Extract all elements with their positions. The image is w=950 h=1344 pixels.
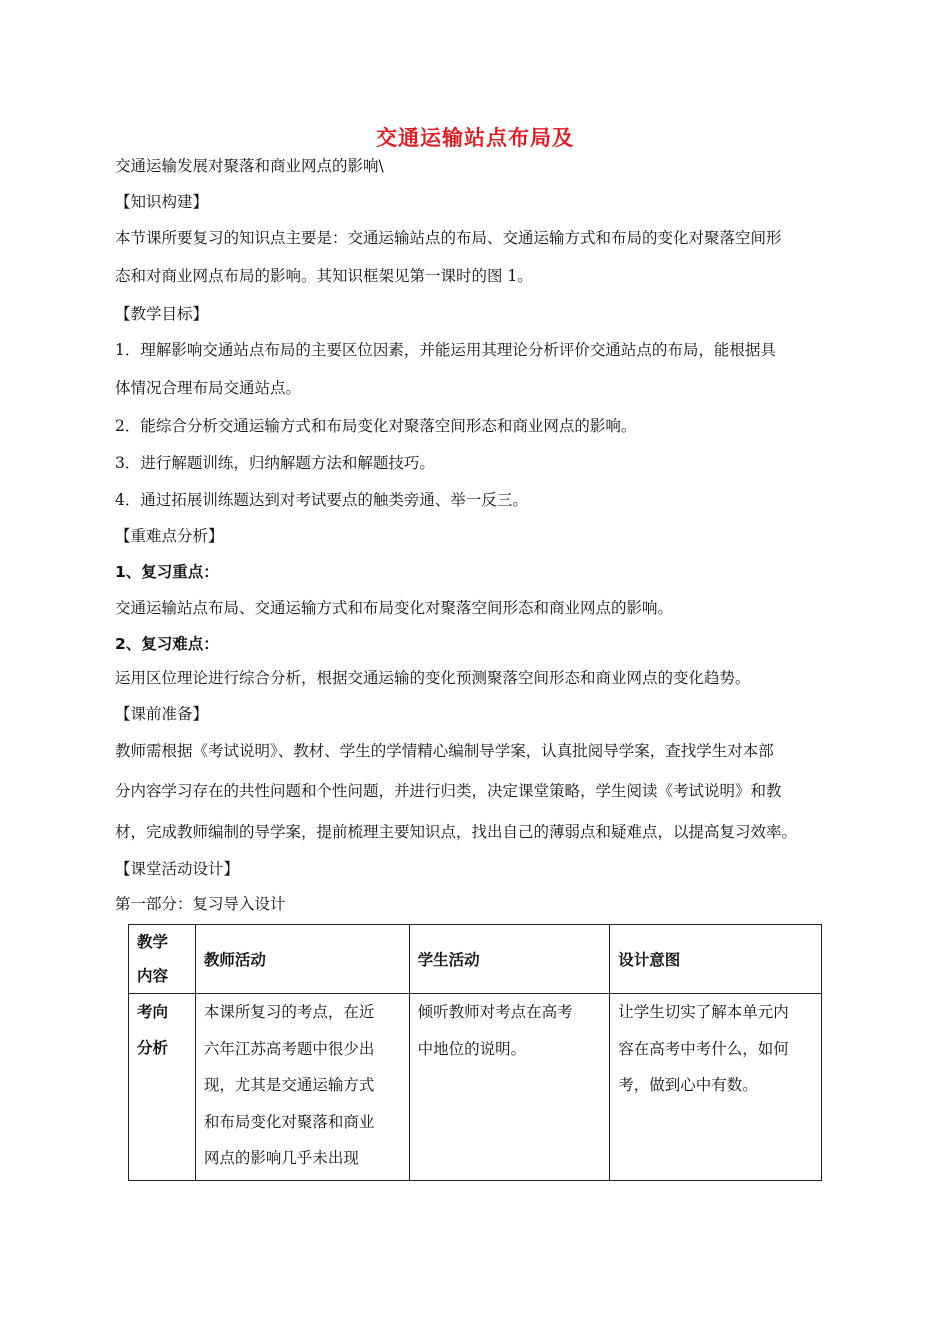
goal-item: 体情况合理布局交通站点。 xyxy=(115,379,302,397)
prep-text-line: 分内容学习存在的共性问题和个性问题，并进行归类，决定课堂策略，学生阅读《考试说明》和教 xyxy=(115,782,782,800)
cell-line: 让学生切实了解本单元内 xyxy=(618,1003,789,1021)
activity-heading: 【课堂活动设计】 xyxy=(115,860,240,878)
goals-heading: 【教学目标】 xyxy=(115,305,209,323)
knowledge-text-line: 态和对商业网点布局的影响。其知识框架见第一课时的图 1。 xyxy=(115,267,533,285)
header-content-line: 内容 xyxy=(137,967,169,985)
cell-line: 考，做到心中有数。 xyxy=(618,1076,758,1094)
header-content xyxy=(129,925,196,994)
knowledge-text-line: 本节课所要复习的知识点主要是：交通运输站点的布局、交通运输方式和布局的变化对聚落空间形 xyxy=(115,229,782,247)
cell-line: 网点的影响几乎未出现 xyxy=(203,1149,359,1167)
header-student-activity: 学生活动 xyxy=(409,925,610,994)
key-points-heading: 【重难点分析】 xyxy=(115,527,224,545)
key-point-label: 1、复习重点： xyxy=(115,563,219,581)
difficult-point-text: 运用区位理论进行综合分析，根据交通运输的变化预测聚落空间形态和商业网点的变化趋势。 xyxy=(115,669,751,687)
cell-line: 中地位的说明。 xyxy=(417,1039,527,1058)
row-content-line: 分析 xyxy=(137,1039,169,1057)
prep-heading: 【课前准备】 xyxy=(115,705,209,723)
part-one-label: 第一部分：复习导入设计 xyxy=(115,895,286,913)
knowledge-heading: 【知识构建】 xyxy=(115,193,209,211)
subtitle: 交通运输发展对聚落和商业网点的影响\ xyxy=(115,157,384,175)
lesson-plan-table xyxy=(128,924,822,1181)
cell-line: 倾听教师对考点在高考 xyxy=(417,1003,573,1021)
row-content-line: 考向 xyxy=(137,1003,169,1021)
table-header-row xyxy=(129,925,822,994)
teacher-activity-cell xyxy=(195,994,409,1181)
cell-line: 容在高考中考什么，如何 xyxy=(618,1039,789,1058)
header-content-line: 教学 xyxy=(137,933,169,951)
row-content xyxy=(129,994,196,1181)
cell-line: 和布局变化对聚落和商业 xyxy=(203,1112,375,1131)
goal-item: 2．能综合分析交通运输方式和布局变化对聚落空间形态和商业网点的影响。 xyxy=(115,417,637,435)
difficult-point-label: 2、复习难点： xyxy=(115,635,219,653)
header-design-intent: 设计意图 xyxy=(610,925,822,994)
cell-line: 六年江苏高考题中很少出 xyxy=(203,1039,375,1058)
table-row xyxy=(129,994,822,1181)
key-point-text: 交通运输站点布局、交通运输方式和布局变化对聚落空间形态和商业网点的影响。 xyxy=(115,599,674,617)
document-title: 交通运输站点布局及 xyxy=(376,126,574,150)
cell-line: 本课所复习的考点，在近 xyxy=(203,1003,375,1021)
goal-item: 4．通过拓展训练题达到对考试要点的触类旁通、举一反三。 xyxy=(115,491,528,509)
prep-text-line: 材，完成教师编制的导学案，提前梳理主要知识点，找出自己的薄弱点和疑难点，以提高复习效率。 xyxy=(115,823,798,841)
student-activity-cell xyxy=(409,994,610,1181)
design-intent-cell xyxy=(610,994,822,1181)
prep-text-line: 教师需根据《考试说明》、教材、学生的学情精心编制导学案，认真批阅导学案，查找学生对本部 xyxy=(115,742,774,760)
goal-item: 3．进行解题训练，归纳解题方法和解题技巧。 xyxy=(115,454,435,472)
header-teacher-activity: 教师活动 xyxy=(195,925,409,994)
cell-line: 现，尤其是交通运输方式 xyxy=(203,1076,375,1094)
goal-item: 1．理解影响交通站点布局的主要区位因素，并能运用其理论分析评价交通站点的布局，能根据具 xyxy=(115,341,776,359)
